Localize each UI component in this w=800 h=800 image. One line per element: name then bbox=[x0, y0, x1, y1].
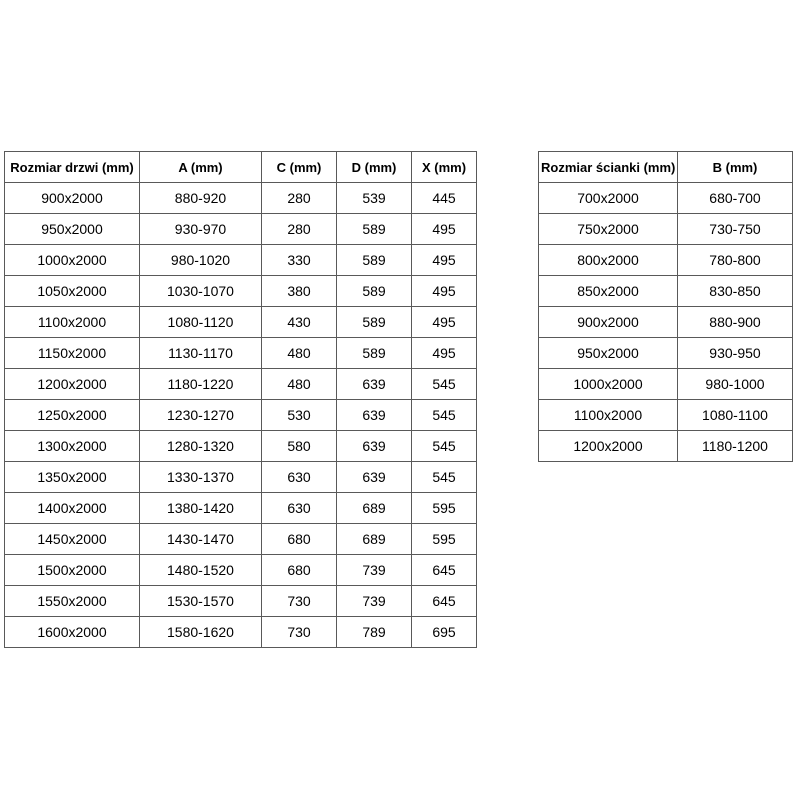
header-cell: D (mm) bbox=[337, 152, 412, 183]
table-cell: 645 bbox=[412, 586, 477, 617]
table-cell: 589 bbox=[337, 307, 412, 338]
table-cell: 680-700 bbox=[678, 183, 793, 214]
table-row bbox=[5, 555, 477, 586]
table-cell: 1400x2000 bbox=[5, 493, 140, 524]
table-cell: 900x2000 bbox=[539, 307, 678, 338]
table-cell: 1200x2000 bbox=[539, 431, 678, 462]
table-row bbox=[539, 276, 793, 307]
table-cell: 380 bbox=[262, 276, 337, 307]
table-cell: 789 bbox=[337, 617, 412, 648]
table-cell: 589 bbox=[337, 338, 412, 369]
table-cell: 689 bbox=[337, 524, 412, 555]
table-cell: 639 bbox=[337, 400, 412, 431]
table-cell: 539 bbox=[337, 183, 412, 214]
table-cell: 739 bbox=[337, 555, 412, 586]
table-cell: 1080-1120 bbox=[140, 307, 262, 338]
table-cell: 730-750 bbox=[678, 214, 793, 245]
table-row bbox=[5, 524, 477, 555]
table-cell: 930-950 bbox=[678, 338, 793, 369]
table-row bbox=[5, 617, 477, 648]
table-cell: 730 bbox=[262, 617, 337, 648]
table-cell: 980-1020 bbox=[140, 245, 262, 276]
table-cell: 750x2000 bbox=[539, 214, 678, 245]
table-cell: 580 bbox=[262, 431, 337, 462]
header-cell: Rozmiar ścianki (mm) bbox=[539, 152, 678, 183]
header-cell: X (mm) bbox=[412, 152, 477, 183]
table-cell: 445 bbox=[412, 183, 477, 214]
table-row bbox=[5, 369, 477, 400]
table-cell: 1350x2000 bbox=[5, 462, 140, 493]
table-cell: 589 bbox=[337, 245, 412, 276]
table-row bbox=[5, 338, 477, 369]
table-cell: 1430-1470 bbox=[140, 524, 262, 555]
table-row bbox=[5, 307, 477, 338]
table-cell: 1380-1420 bbox=[140, 493, 262, 524]
table-cell: 1580-1620 bbox=[140, 617, 262, 648]
table-cell: 700x2000 bbox=[539, 183, 678, 214]
table-cell: 430 bbox=[262, 307, 337, 338]
table-cell: 1180-1220 bbox=[140, 369, 262, 400]
table-row bbox=[539, 369, 793, 400]
table-cell: 639 bbox=[337, 369, 412, 400]
table-cell: 780-800 bbox=[678, 245, 793, 276]
table-cell: 1080-1100 bbox=[678, 400, 793, 431]
table-row bbox=[539, 338, 793, 369]
table-cell: 739 bbox=[337, 586, 412, 617]
table-cell: 680 bbox=[262, 524, 337, 555]
table-cell: 280 bbox=[262, 183, 337, 214]
table-row bbox=[5, 431, 477, 462]
header-cell: A (mm) bbox=[140, 152, 262, 183]
table-row bbox=[539, 307, 793, 338]
table-cell: 530 bbox=[262, 400, 337, 431]
table-cell: 1100x2000 bbox=[539, 400, 678, 431]
table-cell: 930-970 bbox=[140, 214, 262, 245]
table-row bbox=[5, 183, 477, 214]
door-size-table bbox=[4, 151, 477, 648]
table-cell: 850x2000 bbox=[539, 276, 678, 307]
table-cell: 595 bbox=[412, 524, 477, 555]
table-cell: 1000x2000 bbox=[5, 245, 140, 276]
table-cell: 1130-1170 bbox=[140, 338, 262, 369]
table-cell: 1250x2000 bbox=[5, 400, 140, 431]
table-cell: 589 bbox=[337, 276, 412, 307]
door-table-header-row bbox=[5, 152, 477, 183]
table-cell: 1330-1370 bbox=[140, 462, 262, 493]
table-cell: 495 bbox=[412, 338, 477, 369]
table-cell: 900x2000 bbox=[5, 183, 140, 214]
header-cell: B (mm) bbox=[678, 152, 793, 183]
table-cell: 495 bbox=[412, 307, 477, 338]
wall-table-header-row bbox=[539, 152, 793, 183]
table-cell: 950x2000 bbox=[5, 214, 140, 245]
table-cell: 1050x2000 bbox=[5, 276, 140, 307]
table-cell: 630 bbox=[262, 493, 337, 524]
header-cell: C (mm) bbox=[262, 152, 337, 183]
table-cell: 1200x2000 bbox=[5, 369, 140, 400]
table-cell: 280 bbox=[262, 214, 337, 245]
table-cell: 880-920 bbox=[140, 183, 262, 214]
table-cell: 1150x2000 bbox=[5, 338, 140, 369]
table-cell: 639 bbox=[337, 462, 412, 493]
table-cell: 695 bbox=[412, 617, 477, 648]
table-cell: 495 bbox=[412, 245, 477, 276]
table-cell: 1480-1520 bbox=[140, 555, 262, 586]
table-row bbox=[5, 586, 477, 617]
table-cell: 589 bbox=[337, 214, 412, 245]
table-row bbox=[539, 400, 793, 431]
table-cell: 1600x2000 bbox=[5, 617, 140, 648]
table-cell: 980-1000 bbox=[678, 369, 793, 400]
table-cell: 639 bbox=[337, 431, 412, 462]
table-cell: 545 bbox=[412, 400, 477, 431]
table-cell: 630 bbox=[262, 462, 337, 493]
table-row bbox=[5, 493, 477, 524]
table-cell: 730 bbox=[262, 586, 337, 617]
table-cell: 1000x2000 bbox=[539, 369, 678, 400]
table-cell: 689 bbox=[337, 493, 412, 524]
table-cell: 1300x2000 bbox=[5, 431, 140, 462]
table-row bbox=[5, 245, 477, 276]
table-cell: 1530-1570 bbox=[140, 586, 262, 617]
table-cell: 680 bbox=[262, 555, 337, 586]
table-cell: 880-900 bbox=[678, 307, 793, 338]
table-cell: 830-850 bbox=[678, 276, 793, 307]
table-row bbox=[5, 462, 477, 493]
table-cell: 1180-1200 bbox=[678, 431, 793, 462]
wall-size-table bbox=[538, 151, 793, 462]
table-cell: 545 bbox=[412, 462, 477, 493]
table-cell: 545 bbox=[412, 369, 477, 400]
table-cell: 495 bbox=[412, 214, 477, 245]
table-cell: 330 bbox=[262, 245, 337, 276]
table-cell: 645 bbox=[412, 555, 477, 586]
table-row bbox=[539, 431, 793, 462]
table-cell: 1500x2000 bbox=[5, 555, 140, 586]
table-cell: 1280-1320 bbox=[140, 431, 262, 462]
table-cell: 1550x2000 bbox=[5, 586, 140, 617]
table-row bbox=[5, 214, 477, 245]
table-row bbox=[539, 245, 793, 276]
table-row bbox=[5, 276, 477, 307]
table-cell: 1100x2000 bbox=[5, 307, 140, 338]
header-cell: Rozmiar drzwi (mm) bbox=[5, 152, 140, 183]
table-cell: 480 bbox=[262, 369, 337, 400]
table-row bbox=[5, 400, 477, 431]
table-row bbox=[539, 214, 793, 245]
table-cell: 800x2000 bbox=[539, 245, 678, 276]
table-cell: 545 bbox=[412, 431, 477, 462]
table-cell: 495 bbox=[412, 276, 477, 307]
table-cell: 950x2000 bbox=[539, 338, 678, 369]
table-cell: 480 bbox=[262, 338, 337, 369]
table-row bbox=[539, 183, 793, 214]
table-cell: 1230-1270 bbox=[140, 400, 262, 431]
table-cell: 1450x2000 bbox=[5, 524, 140, 555]
table-cell: 1030-1070 bbox=[140, 276, 262, 307]
table-cell: 595 bbox=[412, 493, 477, 524]
